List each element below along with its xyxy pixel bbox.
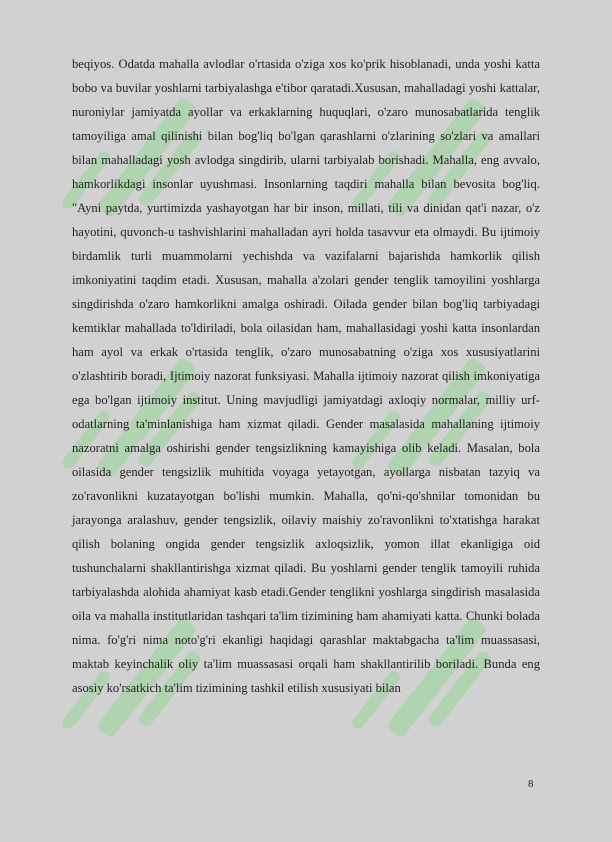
page-number: 8 xyxy=(528,778,534,790)
body-text: beqiyos. Odatda mahalla avlodlar o'rtasida o'ziga xos ko'prik hisoblanadi, unda yoshi katta bobo va buvilar yoshlarni tarbiyalashga e'tibor qaratadi.Xususan, mahalladagi yoshi kattalar, nuroniylar jamiyatda ayollar va erkaklarning huquqlari, o'zaro munosabatlarida tenglik tamoyiliga amal qilinishi bilan bog'liq bo'lgan qarashlarni o'zlarining so'zlari va amallari bilan mahalladagi yosh avlodga singdirib, ularni tarbiyalab borishadi. Mahalla, eng avvalo, hamkorlikdagi insonlar uyushmasi. Insonlarning taqdiri mahalla bilan bevosita bog'liq. "Ayni paytda, yurtimizda yashayotgan har bir inson, millati, tili va dinidan qat'i nazar, o'z hayotini, quvonch-u tashvishlarini mahalladan ayri holda tasavvur eta olmaydi. Bu ijtimoiy birdamlik turli muammolarni yechishda va vazifalarni bajarishda hamkorlik qilish imkoniyatini taqdim etadi. Xususan, mahalla a'zolari gender tenglik tamoyilini yoshlarga singdirishda o'zaro hamkorlikni amalga oshiradi. Oilada gender bilan bog'liq tarbiyadagi kemtiklar mahallada to'ldiriladi, bola oilasidan ham, mahallasidagi yoshi katta insonlardan ham ayol va erkak o'rtasida tenglik, o'zaro munosabatning o'ziga xos xususiyatlarini o'zlashtirib boradi, Ijtimoiy nazorat funksiyasi. Mahalla ijtimoiy nazorat qilish imkoniyatiga ega bo'lgan ijtimoiy institut. Uning mavjudligi jamiyatdagi axloqiy normalar, milliy urf-odatlarning ta'minlanishiga ham xizmat qiladi. Gender masalasida mahallaning ijtimoiy nazoratni amalga oshirishi gender tengsizlikning kamayishiga olib keladi. Masalan, bola oilasida gender tengsizlik muhitida voyaga yetayotgan, ayollarga nisbatan tazyiq va zo'ravonlikni kuzatayotgan bo'lishi mumkin. Mahalla, qo'ni-qo'shnilar tomonidan bu jarayonga aralashuv, gender tengsizlik, oilaviy maishiy zo'ravonlikni to'xtatishga harakat qilish bolaning ongida gender tengsizlik axloqsizlik, yomon illat ekanligiga oid tushunchalarni shakllantirishga xizmat qiladi. Bu yoshlarni gender tenglik tamoyili ruhida tarbiyalashda alohida ahamiyat kasb etadi.Gender tenglikni yoshlarga singdirish masalasida oila va mahalla institutlaridan tashqari ta'lim tizimining ham ahamiyati katta. Chunki bolada nima. fo'g'ri nima noto'g'ri ekanligi haqidagi qarashlar maktabgacha ta'lim muassasasi, maktab keyinchalik oliy ta'lim muassasasi orqali ham shakllantirilib boriladi. Bunda eng asosiy ko'rsatkich ta'lim tizimining tashkil etilish xususiyati bilan xyxy=(72,57,540,695)
